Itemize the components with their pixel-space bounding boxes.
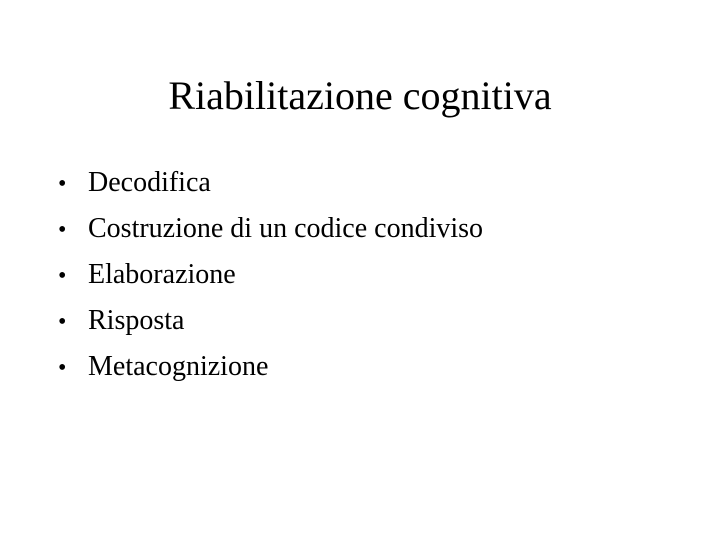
- list-item: [58, 160, 483, 206]
- bullet-icon: •: [58, 217, 67, 243]
- list-item-label: Elaborazione: [88, 259, 236, 290]
- list-item: [58, 206, 483, 252]
- bullet-icon: •: [58, 171, 67, 197]
- slide-title: Riabilitazione cognitiva: [168, 73, 552, 118]
- bullet-list: [58, 160, 483, 390]
- list-item-label: Metacognizione: [88, 351, 269, 382]
- list-item: [58, 344, 483, 390]
- list-item: [58, 252, 483, 298]
- bullet-icon: •: [58, 309, 67, 335]
- bullet-icon: •: [58, 355, 67, 381]
- list-item-label: Decodifica: [88, 167, 211, 198]
- list-item: [58, 298, 483, 344]
- bullet-icon: •: [58, 263, 67, 289]
- list-item-label: Costruzione di un codice condiviso: [88, 213, 484, 244]
- list-item-label: Risposta: [88, 305, 185, 336]
